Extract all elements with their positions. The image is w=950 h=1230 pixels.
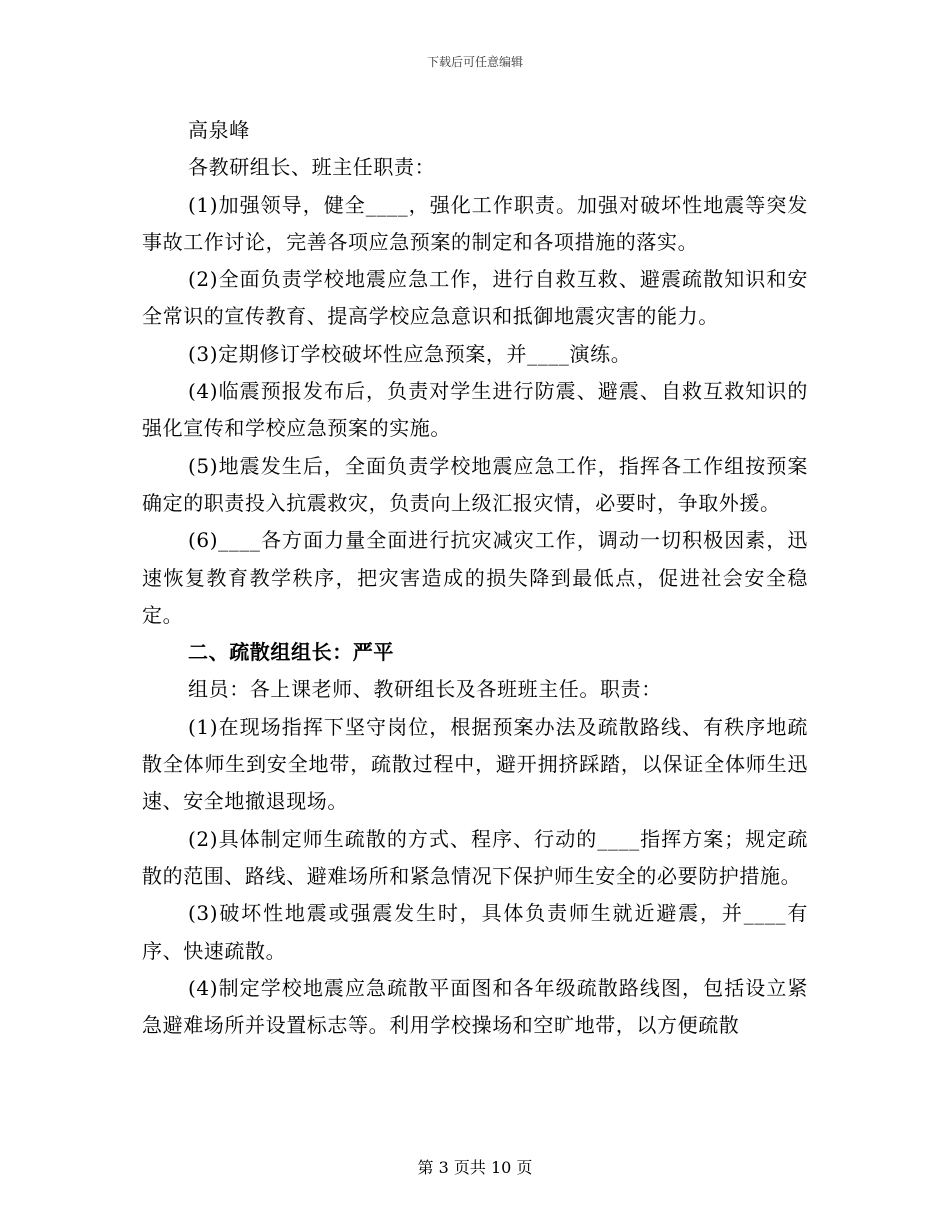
paragraph: (4)制定学校地震应急疏散平面图和各年级疏散路线图，包括设立紧急避难场所并设置标志等。利用学校操场和空旷地带，以方便疏散 (142, 975, 808, 1038)
paragraph: (3)破坏性地震或强震发生时，具体负责师生就近避震，并____有序、快速疏散。 (142, 901, 808, 963)
paragraph: (2)全面负责学校地震应急工作，进行自救互救、避震疏散知识和安全常识的宣传教育、提高学校应急意识和抵御地震灾害的能力。 (142, 267, 808, 329)
paragraph: (3)定期修订学校破坏性应急预案，并____演练。 (188, 341, 632, 366)
paragraph: (1)加强领导，健全____，强化工作职责。加强对破坏性地震等突发事故工作讨论，完善各项应急预案的制定和各项措施的落实。 (142, 192, 808, 254)
paragraph: (1)在现场指挥下坚守岗位，根据预案办法及疏散路线、有秩序地疏散全体师生到安全地带，疏散过程中，避开拥挤踩踏，以保证全体师生迅速、安全地撤退现场。 (142, 714, 808, 814)
paragraph: (5)地震发生后，全面负责学校地震应急工作，指挥各工作组按预案确定的职责投入抗震救灾，负责向上级汇报灾情，必要时，争取外援。 (142, 453, 808, 515)
section-heading: 二、疏散组组长：严平 (188, 640, 394, 665)
paragraph: (2)具体制定师生疏散的方式、程序、行动的____指挥方案；规定疏散的范围、路线、避难场所和紧急情况下保护师生安全的必要防护措施。 (142, 826, 808, 888)
document-body (142, 112, 808, 1044)
page-number: 第 3 页共 10 页 (417, 1158, 533, 1177)
paragraph: (4)临震预报发布后，负责对学生进行防震、避震、自救互救知识的强化宣传和学校应急预案的实施。 (142, 379, 808, 441)
paragraph: 高泉峰 (188, 118, 250, 142)
paragraph: 各教研组长、班主任职责： (188, 155, 436, 180)
header-note: 下载后可任意编辑 (426, 55, 523, 69)
paragraph: 组员：各上课老师、教研组长及各班班主任。职责： (188, 677, 662, 702)
paragraph: (6)____各方面力量全面进行抗灾减灾工作，调动一切积极因素，迅速恢复教育教学秩序，把灾害造成的损失降到最低点，促进社会安全稳定。 (142, 528, 808, 627)
